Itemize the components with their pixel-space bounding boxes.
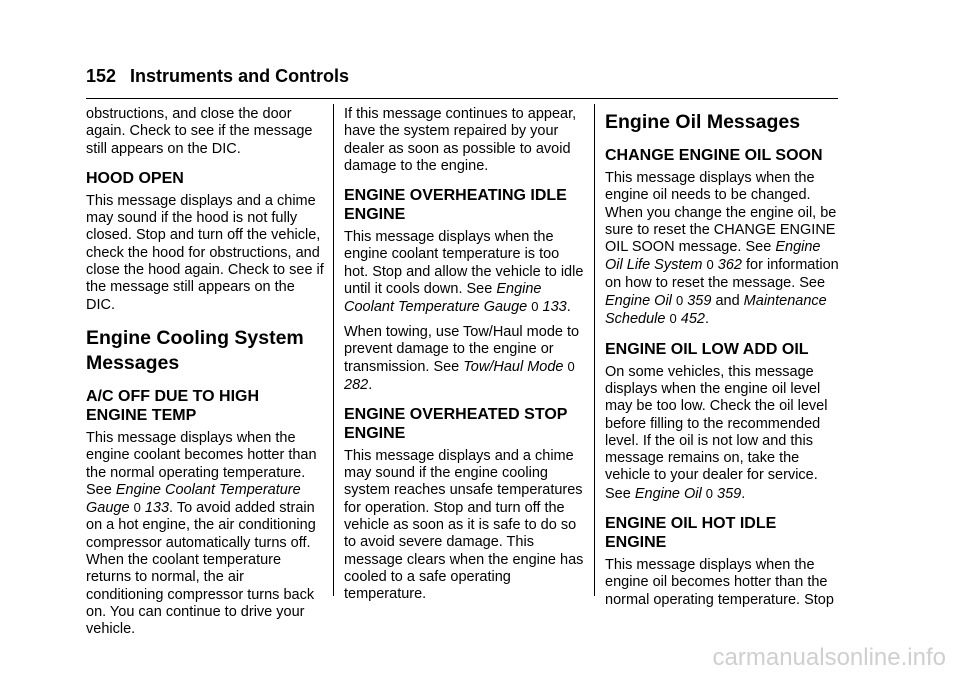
- paragraph: On some vehicles, this message displays when the engine oil level may be too low. Check the oil level before filling to the recommended level. If the oil is not low and this message remains on, take the vehicle to your dealer for service. See Engine Oil 0 359.: [605, 363, 828, 502]
- page-ref[interactable]: 359: [687, 293, 712, 310]
- header-rule: [86, 98, 838, 99]
- page-ref-arrow: 0: [133, 500, 141, 516]
- page-ref-arrow: 0: [675, 293, 684, 309]
- text: When towing, use Tow/Haul mode to prevent damage to the engine or transmission. See: [344, 323, 580, 376]
- paragraph: obstructions, and close the door again. Check to see if the message still appears on the DIC.: [86, 106, 313, 157]
- link-coolant-gauge[interactable]: Engine Coolant Temperature Gauge: [344, 281, 542, 316]
- page-ref[interactable]: 452: [680, 311, 705, 328]
- heading-engine-oil: Engine Oil Messages: [605, 111, 801, 133]
- text: . To avoid added strain on a hot engine, the air conditioning compressor automatically turns off. When the coolant temperature returns to normal, the air conditioning compressor turns back on. You can continue to drive your vehicle.: [86, 500, 316, 638]
- paragraph: This message displays when the engine coolant temperature is too hot. Stop and allow the vehicle to idle until it cools down. See Engine Coolant Temperature Gauge 0 133.: [344, 229, 584, 316]
- heading-oil-hot: ENGINE OIL HOT IDLE ENGINE: [605, 515, 777, 552]
- page-number: 152: [86, 66, 117, 86]
- column-2: [344, 106, 586, 611]
- page-ref[interactable]: 362: [717, 257, 742, 274]
- text: On some vehicles, this message displays when the engine oil level may be too low. Check the oil level before filling to the recommended level. If the oil is not low and this message remains on, take the vehicle to your dealer for service. See: [605, 363, 828, 502]
- column-1: [86, 106, 324, 646]
- heading-oil-low: ENGINE OIL LOW ADD OIL: [605, 340, 809, 358]
- page-ref-arrow: 0: [705, 485, 714, 501]
- column-divider: [333, 104, 334, 596]
- text: This message displays when the engine coolant becomes hotter than the normal operating temperature. See: [86, 429, 317, 498]
- text: for information on how to reset the message. See: [605, 257, 839, 291]
- column-3: [605, 106, 841, 616]
- link-engine-oil[interactable]: Engine Oil: [634, 485, 702, 502]
- column-divider: [594, 104, 595, 596]
- page-ref-arrow: 0: [669, 311, 677, 327]
- heading-engine-cooling: Engine Cooling System Messages: [86, 326, 304, 374]
- text: This message displays when the engine oil needs to be changed. When you change the engine oil, be sure to reset the CHANGE ENGINE OIL SOON message. See: [605, 170, 837, 256]
- paragraph: This message displays when the engine oil becomes hotter than the normal operating temperature. Stop: [605, 557, 834, 608]
- link-coolant-gauge[interactable]: Engine Coolant Temperature Gauge: [86, 481, 301, 517]
- heading-ac-off: A/C OFF DUE TO HIGH ENGINE TEMP: [86, 387, 260, 424]
- link-tow-haul[interactable]: Tow/Haul Mode: [463, 359, 564, 376]
- page-ref[interactable]: 133: [542, 299, 567, 316]
- heading-overheating-idle: ENGINE OVERHEATING IDLE ENGINE: [344, 187, 567, 224]
- text: This message displays when the engine coolant temperature is too hot. Stop and allow the vehicle to idle until it cools down. See: [344, 229, 584, 298]
- text: and: [715, 293, 740, 310]
- page-header: [86, 66, 349, 87]
- paragraph: When towing, use Tow/Haul mode to prevent damage to the engine or transmission. See Tow/Haul Mode 0 282.: [344, 323, 580, 393]
- paragraph: This message displays and a chime may sound if the engine cooling system reaches unsafe temperatures for operation. Stop and turn off the vehicle as soon as it is safe to do so to avoid severe damage. This message clears when the engine has cooled to a safe operating temperature.: [344, 447, 584, 603]
- page-ref-arrow: 0: [531, 299, 539, 315]
- watermark: carmanualsonline.info: [712, 644, 946, 671]
- paragraph: If this message continues to appear, have the system repaired by your dealer as soon as possible to avoid damage to the engine.: [344, 106, 577, 174]
- link-maintenance[interactable]: Maintenance Schedule: [605, 293, 827, 328]
- page-ref-arrow: 0: [706, 257, 714, 273]
- page-ref-arrow: 0: [567, 359, 575, 375]
- heading-overheated-stop: ENGINE OVERHEATED STOP ENGINE: [344, 405, 568, 442]
- section-title: Instruments and Controls: [130, 66, 350, 86]
- paragraph: [86, 430, 324, 639]
- paragraph: This message displays and a chime may sound if the hood is not fully closed. Stop and turn off the vehicle, check the hood for obstructions, and close the hood again. Check to see if the message still appears on the DIC.: [86, 192, 324, 313]
- heading-hood-open: HOOD OPEN: [86, 169, 184, 187]
- page-ref[interactable]: 282: [344, 376, 369, 393]
- paragraph: This message displays when the engine oil needs to be changed. When you change the engine oil, be sure to reset the CHANGE ENGINE OIL SOON message. See Engine Oil Life System 0 362 for information on how to reset the message. See Engine Oil 0 359 and Maintenance Schedule 0 452.: [605, 170, 839, 328]
- page-ref[interactable]: 133: [144, 500, 170, 517]
- page-ref[interactable]: 359: [717, 485, 742, 502]
- link-engine-oil[interactable]: Engine Oil: [605, 293, 672, 310]
- heading-change-oil: CHANGE ENGINE OIL SOON: [605, 147, 823, 164]
- link-oil-life[interactable]: Engine Oil Life System: [605, 239, 821, 274]
